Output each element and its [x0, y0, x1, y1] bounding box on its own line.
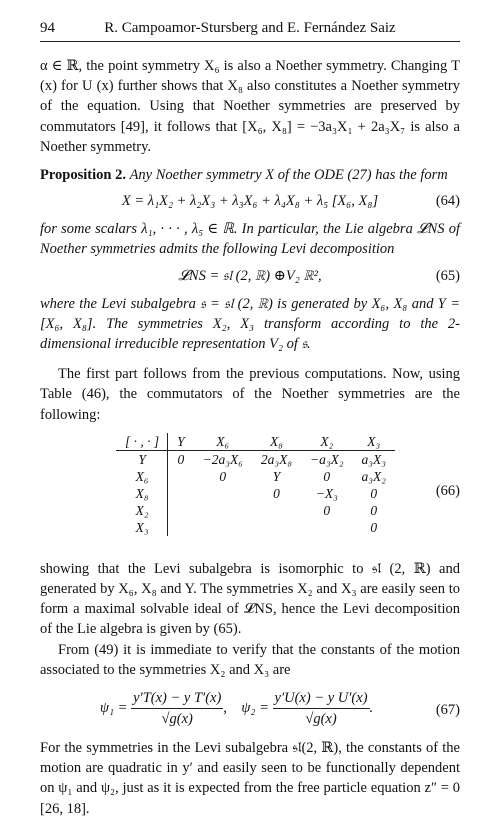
table-cell: [252, 519, 301, 536]
psi2-denominator: √g(x): [305, 711, 337, 728]
table-cell: [168, 468, 194, 485]
table-cell: 0: [219, 468, 227, 484]
running-header: [40, 20, 460, 40]
equation-67-math: [100, 688, 373, 729]
paragraph-1: α ∈ ℝ, the point symmetry X₆ is also a Noether symmetry. Changing T (x) for U (x) further shows that X₈ also constitutes a Noether symmetry of the equation. Using that Noether symmetries are preserved by commutators [49], it follows that [X₆, X₈] = −3a₃X₁ + 2a₃X₇ is also a Noether symmetry.: [40, 58, 460, 155]
running-title: R. Campoamor-Stursberg and E. Fernández Saiz: [104, 20, 396, 36]
table-col-header: Y: [168, 433, 194, 451]
table-cell: −2a₃X₆: [202, 451, 243, 467]
table-cell: 0: [323, 502, 331, 518]
table-cell: 0: [177, 451, 185, 467]
table-row-label: X₆: [116, 468, 168, 485]
table-cell: 0: [370, 502, 378, 518]
paragraph-5: For the symmetries in the Levi subalgebra 𝔰𝔩(2, ℝ), the constants of the motion are quadratic in y′ and easily seen to be functionally dependent on ψ₁ and ψ₂, just as it is expected from the free particle equation z″ = 0 [26, 18].: [40, 740, 460, 817]
paragraph-4: From (49) it is immediate to verify that the constants of the motion associated to the symmetries X₂ and X₃ are: [40, 641, 460, 678]
table-cell: [168, 502, 194, 519]
proposition-statement: Any Noether symmetry X of the ODE (27) has the form: [129, 167, 448, 184]
page-number: 94: [40, 20, 55, 36]
table-header-row: [116, 433, 395, 451]
table-row-label: X₂: [116, 502, 168, 519]
psi1-denominator: √g(x): [161, 711, 193, 728]
commutator-table: [116, 433, 395, 536]
psi1-numerator: y′T(x) − y T′(x): [131, 688, 223, 709]
table-row-label: X₃: [116, 519, 168, 536]
table-cell: [194, 519, 252, 536]
equation-64: [40, 191, 460, 215]
psi2-fraction: [273, 688, 370, 729]
table-cell: 0: [323, 468, 331, 484]
table-row-label: Y: [116, 450, 168, 468]
table-cell: 2a₃X₈: [260, 451, 293, 467]
equation-67-number: (67): [435, 702, 460, 719]
table-row: [116, 450, 395, 468]
table-cell: [168, 519, 194, 536]
header-rule: [40, 41, 460, 42]
equation-65-math: 𝓛NS = 𝔰𝔩 (2, ℝ) ⊕V₂ ℝ²,: [178, 267, 322, 284]
table-row: [116, 468, 395, 485]
psi2-lhs: ψ₂ =: [241, 700, 269, 717]
commutator-table-block: [40, 433, 460, 549]
proposition-continuation-2: where the Levi subalgebra 𝔰 = 𝔰𝔩 (2, ℝ) is generated by X₆, X₈ and Y = [X₆, X₈]. The symmetries X₂, X₃ transform according to the 2-dimensional irreducible representation V₂ of 𝔰.: [40, 295, 460, 353]
table-col-header: X₈: [252, 433, 301, 451]
equation-67: [40, 688, 460, 732]
table-cell: [301, 519, 353, 536]
equation-65-number: (65): [435, 267, 460, 284]
table-col-header: X₃: [353, 433, 395, 451]
table-cell: [252, 502, 301, 519]
table-cell: −X₃: [315, 485, 338, 501]
psi2-numerator: y′U(x) − y U′(x): [273, 688, 370, 709]
table-row-label: X₈: [116, 485, 168, 502]
psi1-fraction: [131, 688, 223, 729]
table-cell: Y: [272, 468, 281, 484]
table-corner: [ · , · ]: [116, 433, 168, 451]
table-col-header: X₆: [194, 433, 252, 451]
equation-64-number: (64): [435, 193, 460, 210]
table-row: [116, 519, 395, 536]
equation-66-number: (66): [435, 482, 460, 499]
text-body: [40, 56, 460, 819]
proposition: [40, 165, 460, 185]
table-cell: 0: [370, 485, 378, 501]
paragraph-2: The first part follows from the previous computations. Now, using Table (46), the commutators of the Noether symmetries are the following:: [40, 366, 460, 423]
psi1-lhs: ψ₁ =: [100, 700, 128, 717]
table-col-header: X₂: [301, 433, 353, 451]
table-cell: [194, 485, 252, 502]
table-cell: −a₃X₂: [310, 451, 344, 467]
eq67-end: .: [369, 700, 374, 717]
equation-65: [40, 266, 460, 290]
table-cell: 0: [370, 519, 378, 535]
table-row: [116, 485, 395, 502]
table-cell: a₃X₂: [361, 468, 386, 484]
table-cell: [194, 502, 252, 519]
table-cell: [168, 485, 194, 502]
table-cell: 0: [273, 485, 280, 501]
table-row: [116, 502, 395, 519]
proposition-continuation-1: for some scalars λ₁, · · · , λ₅ ∈ ℝ. In particular, the Lie algebra 𝓛NS of Noether symmetries admits the following Levi decomposition: [40, 221, 460, 258]
paragraph-3: showing that the Levi subalgebra is isomorphic to 𝔰𝔩 (2, ℝ) and generated by X₆, X₈ and Y. The symmetries X₂ and X₃ are easily seen to form a maximal solvable ideal of 𝓛NS, hence the Levi decomposition of the Lie algebra is given by (65).: [40, 560, 460, 638]
proposition-label: Proposition 2.: [40, 167, 126, 184]
equation-64-math: X = λ₁X₂ + λ₂X₃ + λ₃X₆ + λ₄X₈ + λ₅ [X₆, X₈]: [121, 193, 379, 210]
eq67-separator: ,: [223, 700, 227, 717]
table-cell: a₃X₃: [361, 451, 386, 467]
